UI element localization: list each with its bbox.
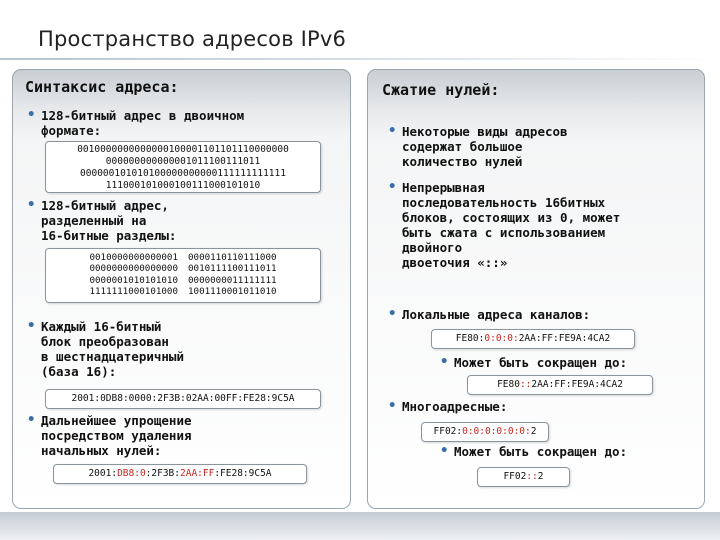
- bullet-dot-icon: •: [27, 318, 36, 334]
- bullet-hex-conversion: • Каждый 16-битный блок преобразован в шестнадцатеричный (база 16):: [27, 318, 184, 379]
- bullet-dot-icon: •: [440, 354, 449, 370]
- bullet-dot-icon: •: [440, 443, 449, 459]
- address-syntax-header: Синтаксис адреса:: [25, 78, 179, 96]
- binary-sections-column-1: 0010000000000001 0000000000000000 0000001010101010 1111111000101000: [89, 252, 178, 298]
- bullet-dot-icon: •: [388, 398, 397, 414]
- slide-title: Пространство адресов IPv6: [38, 27, 347, 51]
- sub-bullet-shortened: • Может быть сокращен до:: [440, 354, 628, 370]
- binary-address-box: 0010000000000000100001101101110000000 000000000000001011100111011 000000101010100000000000111111111111 111000101000100111000101010: [45, 141, 321, 193]
- sub-bullet-shortened-2: • Может быть сокращен до:: [440, 443, 628, 459]
- zero-compression-header: Сжатие нулей:: [382, 81, 500, 99]
- bullet-double-colon: • Непрерывная последовательность 16битных блоков, состоящих из 0, может быть сжата с использованием двойного двоеточия «::»: [388, 179, 621, 270]
- link-local-short-box: FE80::2AA:FF:FE9A:4CA2: [467, 375, 653, 395]
- bullet-many-zeros: • Некоторые виды адресов содержат большое количество нулей: [388, 123, 568, 169]
- bullet-16bit-sections: • 128-битный адрес, разделенный на 16-битные разделы:: [27, 197, 177, 243]
- bullet-dot-icon: •: [388, 179, 397, 195]
- binary-sections-column-2: 0000110110111000 0010111100111011 0000000011111111 1001110001011010: [188, 252, 277, 298]
- title-divider: [0, 58, 720, 60]
- zero-compression-panel: [367, 69, 705, 509]
- bullet-dot-icon: •: [27, 197, 36, 213]
- hex-address-box: 2001:0DB8:0000:2F3B:02AA:00FF:FE28:9C5A: [45, 389, 321, 409]
- bullet-dot-icon: •: [388, 306, 397, 322]
- bullet-multicast: • Многоадресные:: [388, 398, 508, 414]
- short-address-box: 2001:DB8:0:2F3B:2AA:FF:FE28:9C5A: [53, 464, 307, 484]
- multicast-full-box: FF02:0:0:0:0:0:0:2: [421, 422, 549, 442]
- multicast-short-box: FF02::2: [477, 467, 570, 487]
- address-syntax-panel: [12, 69, 351, 509]
- bullet-binary-format: • 128-битный адрес в двоичном формате:: [27, 107, 245, 138]
- bullet-dot-icon: •: [27, 412, 36, 428]
- bullet-dot-icon: •: [27, 107, 36, 123]
- footer-bar: [0, 512, 720, 540]
- link-local-full-box: FE80:0:0:0:2AA:FF:FE9A:4CA2: [431, 329, 635, 349]
- bullet-leading-zeros: • Дальнейшее упрощение посредством удаления начальных нулей:: [27, 412, 192, 458]
- binary-sections-box: [45, 248, 321, 303]
- bullet-dot-icon: •: [388, 123, 397, 139]
- bullet-link-local: • Локальные адреса каналов:: [388, 306, 591, 322]
